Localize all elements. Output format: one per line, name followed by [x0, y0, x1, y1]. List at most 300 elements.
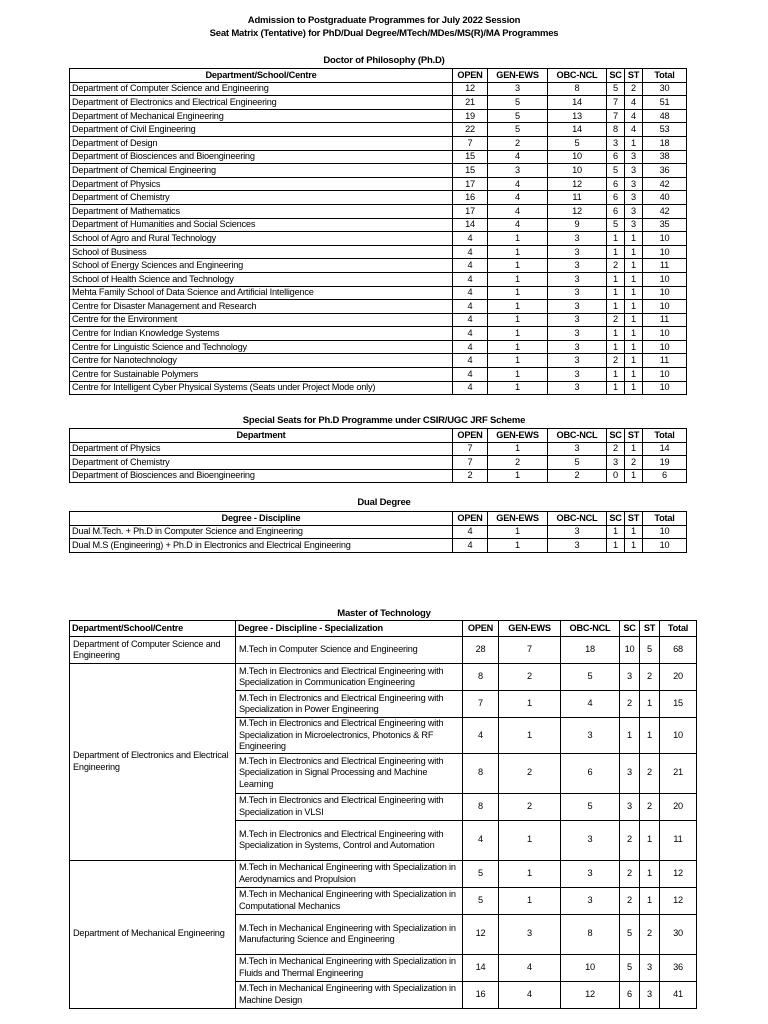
value-cell: 5: [620, 954, 640, 981]
value-cell: 5: [463, 887, 499, 914]
value-cell: 3: [561, 718, 620, 754]
value-cell: 35: [643, 218, 687, 232]
row-label-cell: School of Business: [70, 245, 453, 259]
value-cell: 3: [625, 218, 643, 232]
table-row: [70, 664, 697, 691]
value-cell: 4: [453, 313, 488, 327]
value-cell: 14: [643, 442, 687, 456]
value-cell: 8: [463, 664, 499, 691]
value-cell: 8: [463, 793, 499, 820]
value-cell: 1: [625, 232, 643, 246]
value-cell: 4: [453, 232, 488, 246]
value-cell: 6: [607, 204, 625, 218]
value-cell: 20: [660, 793, 697, 820]
value-cell: 1: [499, 820, 561, 860]
row-label-cell: Department of Biosciences and Bioengineering: [70, 150, 453, 164]
row-label-cell: Department of Electronics and Electrical Engineering: [70, 96, 453, 110]
department-cell: Department of Electronics and Electrical Engineering: [70, 664, 236, 861]
value-cell: 4: [453, 539, 488, 553]
row-label-cell: Centre for Linguistic Science and Technology: [70, 340, 453, 354]
value-cell: 2: [453, 469, 488, 483]
table-row: [70, 96, 687, 110]
column-header-degree: Degree - Discipline - Specialization: [236, 621, 463, 637]
value-cell: 2: [640, 914, 660, 954]
value-cell: 6: [643, 469, 687, 483]
value-cell: 1: [625, 381, 643, 395]
value-cell: 1: [499, 887, 561, 914]
value-cell: 3: [640, 981, 660, 1008]
table-row: [70, 637, 697, 664]
row-label-cell: Mehta Family School of Data Science and Artificial Intelligence: [70, 286, 453, 300]
value-cell: 2: [488, 136, 548, 150]
value-cell: 42: [643, 204, 687, 218]
column-header-sc: SC: [607, 512, 625, 526]
row-label-cell: Centre for Sustainable Polymers: [70, 368, 453, 382]
value-cell: 4: [453, 340, 488, 354]
value-cell: 1: [488, 272, 548, 286]
table-row: [70, 286, 687, 300]
value-cell: 4: [625, 96, 643, 110]
table-row: [70, 191, 687, 205]
value-cell: 3: [561, 820, 620, 860]
value-cell: 4: [463, 718, 499, 754]
degree-cell: M.Tech in Electronics and Electrical Engineering with Specialization in Systems, Control and Automation: [236, 820, 463, 860]
value-cell: 8: [607, 123, 625, 137]
value-cell: 5: [488, 96, 548, 110]
value-cell: 10: [548, 164, 607, 178]
table-row: [70, 177, 687, 191]
value-cell: 12: [660, 887, 697, 914]
table-row: [70, 860, 697, 887]
value-cell: 68: [660, 637, 697, 664]
value-cell: 1: [640, 691, 660, 718]
row-label-cell: Dual M.Tech. + Ph.D in Computer Science and Engineering: [70, 525, 453, 539]
value-cell: 10: [643, 381, 687, 395]
value-cell: 4: [453, 245, 488, 259]
value-cell: 13: [548, 109, 607, 123]
value-cell: 1: [640, 860, 660, 887]
value-cell: 1: [625, 313, 643, 327]
value-cell: 1: [488, 354, 548, 368]
value-cell: 10: [548, 150, 607, 164]
value-cell: 48: [643, 109, 687, 123]
value-cell: 4: [463, 820, 499, 860]
value-cell: 4: [625, 123, 643, 137]
value-cell: 5: [488, 109, 548, 123]
value-cell: 1: [488, 259, 548, 273]
value-cell: 8: [463, 753, 499, 793]
value-cell: 2: [625, 82, 643, 96]
row-label-cell: Department of Humanities and Social Sciences: [70, 218, 453, 232]
value-cell: 8: [548, 82, 607, 96]
value-cell: 2: [625, 456, 643, 470]
table-row: [70, 82, 687, 96]
column-header-open: OPEN: [453, 69, 488, 83]
value-cell: 3: [561, 887, 620, 914]
value-cell: 1: [640, 718, 660, 754]
phd-section-title: Doctor of Philosophy (Ph.D): [323, 55, 445, 66]
value-cell: 30: [660, 914, 697, 954]
table-row: [70, 300, 687, 314]
table-row: [70, 150, 687, 164]
degree-cell: M.Tech in Electronics and Electrical Engineering with Specialization in Communication Engineering: [236, 664, 463, 691]
value-cell: 7: [607, 109, 625, 123]
row-label-cell: Centre for Intelligent Cyber Physical Systems (Seats under Project Mode only): [70, 381, 453, 395]
value-cell: 6: [620, 981, 640, 1008]
column-header-st: ST: [625, 429, 643, 443]
value-cell: 1: [488, 368, 548, 382]
table-row: [70, 204, 687, 218]
value-cell: 12: [453, 82, 488, 96]
value-cell: 2: [548, 469, 607, 483]
value-cell: 40: [643, 191, 687, 205]
table-header-row: [70, 429, 687, 443]
phd-seat-table: [69, 68, 687, 395]
value-cell: 3: [548, 368, 607, 382]
value-cell: 10: [643, 368, 687, 382]
value-cell: 4: [453, 327, 488, 341]
column-header-gen-ews: GEN-EWS: [488, 429, 548, 443]
value-cell: 1: [499, 691, 561, 718]
value-cell: 3: [548, 245, 607, 259]
value-cell: 10: [660, 718, 697, 754]
value-cell: 2: [640, 753, 660, 793]
value-cell: 1: [607, 368, 625, 382]
value-cell: 2: [499, 664, 561, 691]
value-cell: 19: [453, 109, 488, 123]
column-header-degree: Degree - Discipline: [70, 512, 453, 526]
value-cell: 11: [643, 313, 687, 327]
value-cell: 1: [625, 245, 643, 259]
value-cell: 7: [499, 637, 561, 664]
mtech-section-title: Master of Technology: [337, 608, 431, 619]
value-cell: 16: [463, 981, 499, 1008]
value-cell: 7: [453, 442, 488, 456]
special-seat-table: [69, 428, 687, 483]
value-cell: 4: [488, 191, 548, 205]
value-cell: 19: [643, 456, 687, 470]
table-row: [70, 327, 687, 341]
column-header-obc-ncl: OBC-NCL: [548, 512, 607, 526]
value-cell: 1: [488, 442, 548, 456]
value-cell: 11: [548, 191, 607, 205]
column-header-total: Total: [643, 512, 687, 526]
table-header-row: [70, 621, 697, 637]
value-cell: 36: [643, 164, 687, 178]
value-cell: 1: [488, 340, 548, 354]
value-cell: 10: [620, 637, 640, 664]
value-cell: 2: [499, 753, 561, 793]
value-cell: 3: [548, 381, 607, 395]
value-cell: 3: [607, 456, 625, 470]
value-cell: 4: [453, 368, 488, 382]
value-cell: 1: [607, 539, 625, 553]
table-row: [70, 381, 687, 395]
degree-cell: M.Tech in Electronics and Electrical Engineering with Specialization in Signal Processing and Machine Learning: [236, 753, 463, 793]
value-cell: 51: [643, 96, 687, 110]
value-cell: 1: [607, 300, 625, 314]
value-cell: 2: [620, 820, 640, 860]
value-cell: 17: [453, 177, 488, 191]
row-label-cell: Centre for Nanotechnology: [70, 354, 453, 368]
value-cell: 1: [625, 327, 643, 341]
value-cell: 4: [625, 109, 643, 123]
value-cell: 4: [453, 354, 488, 368]
row-label-cell: Department of Chemistry: [70, 456, 453, 470]
value-cell: 14: [463, 954, 499, 981]
value-cell: 41: [660, 981, 697, 1008]
value-cell: 1: [625, 469, 643, 483]
row-label-cell: Department of Physics: [70, 177, 453, 191]
value-cell: 4: [453, 525, 488, 539]
value-cell: 3: [488, 164, 548, 178]
value-cell: 21: [453, 96, 488, 110]
value-cell: 3: [625, 191, 643, 205]
value-cell: 10: [643, 232, 687, 246]
value-cell: 4: [499, 954, 561, 981]
value-cell: 3: [548, 442, 607, 456]
value-cell: 1: [488, 525, 548, 539]
value-cell: 5: [548, 136, 607, 150]
value-cell: 12: [463, 914, 499, 954]
value-cell: 1: [488, 286, 548, 300]
value-cell: 0: [607, 469, 625, 483]
value-cell: 4: [499, 981, 561, 1008]
column-header-sc: SC: [620, 621, 640, 637]
row-label-cell: Centre for Indian Knowledge Systems: [70, 327, 453, 341]
column-header-department: Department/School/Centre: [70, 621, 236, 637]
column-header-open: OPEN: [453, 429, 488, 443]
value-cell: 3: [640, 954, 660, 981]
table-row: [70, 313, 687, 327]
value-cell: 1: [625, 300, 643, 314]
value-cell: 5: [620, 914, 640, 954]
value-cell: 3: [548, 525, 607, 539]
value-cell: 15: [453, 164, 488, 178]
value-cell: 1: [488, 469, 548, 483]
value-cell: 5: [561, 664, 620, 691]
value-cell: 3: [561, 860, 620, 887]
value-cell: 4: [453, 381, 488, 395]
value-cell: 5: [607, 164, 625, 178]
value-cell: 3: [488, 82, 548, 96]
value-cell: 16: [453, 191, 488, 205]
value-cell: 1: [625, 286, 643, 300]
value-cell: 1: [488, 245, 548, 259]
value-cell: 14: [548, 123, 607, 137]
value-cell: 7: [453, 136, 488, 150]
value-cell: 28: [463, 637, 499, 664]
value-cell: 4: [453, 286, 488, 300]
value-cell: 1: [625, 259, 643, 273]
row-label-cell: Centre for Disaster Management and Research: [70, 300, 453, 314]
value-cell: 21: [660, 753, 697, 793]
dual-degree-table: [69, 511, 687, 553]
value-cell: 1: [607, 340, 625, 354]
table-row: [70, 442, 687, 456]
row-label-cell: School of Health Science and Technology: [70, 272, 453, 286]
value-cell: 1: [625, 539, 643, 553]
value-cell: 4: [488, 150, 548, 164]
value-cell: 1: [607, 272, 625, 286]
department-cell: Department of Computer Science and Engineering: [70, 637, 236, 664]
value-cell: 1: [607, 327, 625, 341]
column-header-gen-ews: GEN-EWS: [488, 512, 548, 526]
value-cell: 3: [625, 204, 643, 218]
value-cell: 10: [643, 327, 687, 341]
degree-cell: M.Tech in Electronics and Electrical Engineering with Specialization in Microelectronics, Photonics & RF Engineering: [236, 718, 463, 754]
value-cell: 36: [660, 954, 697, 981]
value-cell: 10: [643, 539, 687, 553]
value-cell: 7: [463, 691, 499, 718]
value-cell: 5: [607, 218, 625, 232]
value-cell: 3: [548, 313, 607, 327]
column-header-department: Department: [70, 429, 453, 443]
degree-cell: M.Tech in Electronics and Electrical Engineering with Specialization in Power Engineering: [236, 691, 463, 718]
value-cell: 3: [548, 272, 607, 286]
column-header-sc: SC: [607, 429, 625, 443]
value-cell: 1: [488, 381, 548, 395]
value-cell: 1: [499, 718, 561, 754]
value-cell: 4: [453, 259, 488, 273]
value-cell: 1: [488, 313, 548, 327]
value-cell: 1: [607, 245, 625, 259]
value-cell: 2: [488, 456, 548, 470]
degree-cell: M.Tech in Electronics and Electrical Engineering with Specialization in VLSI: [236, 793, 463, 820]
value-cell: 3: [625, 150, 643, 164]
column-header-st: ST: [640, 621, 660, 637]
value-cell: 5: [548, 456, 607, 470]
value-cell: 1: [625, 442, 643, 456]
document-subtitle: Seat Matrix (Tentative) for PhD/Dual Degree/MTech/MDes/MS(R)/MA Programmes: [209, 28, 559, 39]
value-cell: 8: [561, 914, 620, 954]
column-header-obc-ncl: OBC-NCL: [561, 621, 620, 637]
value-cell: 12: [548, 177, 607, 191]
value-cell: 17: [453, 204, 488, 218]
table-row: [70, 539, 687, 553]
value-cell: 4: [561, 691, 620, 718]
value-cell: 2: [499, 793, 561, 820]
value-cell: 38: [643, 150, 687, 164]
value-cell: 12: [561, 981, 620, 1008]
row-label-cell: Department of Civil Engineering: [70, 123, 453, 137]
value-cell: 53: [643, 123, 687, 137]
column-header-gen-ews: GEN-EWS: [488, 69, 548, 83]
value-cell: 1: [625, 354, 643, 368]
value-cell: 1: [640, 820, 660, 860]
value-cell: 5: [561, 793, 620, 820]
degree-cell: M.Tech in Mechanical Engineering with Specialization in Fluids and Thermal Engineering: [236, 954, 463, 981]
value-cell: 3: [620, 664, 640, 691]
value-cell: 30: [643, 82, 687, 96]
row-label-cell: Department of Chemical Engineering: [70, 164, 453, 178]
table-header-row: [70, 512, 687, 526]
dual-section-title: Dual Degree: [357, 497, 411, 508]
value-cell: 3: [548, 354, 607, 368]
value-cell: 4: [453, 300, 488, 314]
value-cell: 5: [607, 82, 625, 96]
value-cell: 1: [625, 136, 643, 150]
value-cell: 10: [561, 954, 620, 981]
table-row: [70, 136, 687, 150]
row-label-cell: School of Energy Sciences and Engineering: [70, 259, 453, 273]
degree-cell: M.Tech in Mechanical Engineering with Specialization in Computational Mechanics: [236, 887, 463, 914]
table-row: [70, 232, 687, 246]
column-header-st: ST: [625, 69, 643, 83]
value-cell: 6: [607, 191, 625, 205]
value-cell: 6: [561, 753, 620, 793]
value-cell: 3: [548, 539, 607, 553]
value-cell: 18: [561, 637, 620, 664]
table-row: [70, 218, 687, 232]
value-cell: 3: [607, 136, 625, 150]
row-label-cell: Department of Mechanical Engineering: [70, 109, 453, 123]
value-cell: 2: [607, 354, 625, 368]
value-cell: 2: [607, 313, 625, 327]
value-cell: 4: [453, 272, 488, 286]
value-cell: 10: [643, 245, 687, 259]
value-cell: 2: [607, 442, 625, 456]
value-cell: 3: [620, 753, 640, 793]
value-cell: 1: [607, 381, 625, 395]
value-cell: 10: [643, 272, 687, 286]
value-cell: 3: [548, 340, 607, 354]
table-row: [70, 368, 687, 382]
row-label-cell: Department of Mathematics: [70, 204, 453, 218]
value-cell: 1: [625, 368, 643, 382]
value-cell: 10: [643, 340, 687, 354]
row-label-cell: Department of Physics: [70, 442, 453, 456]
degree-cell: M.Tech in Computer Science and Engineering: [236, 637, 463, 664]
value-cell: 1: [488, 232, 548, 246]
value-cell: 1: [640, 887, 660, 914]
value-cell: 1: [607, 286, 625, 300]
row-label-cell: Centre for the Environment: [70, 313, 453, 327]
special-section-title: Special Seats for Ph.D Programme under CSIR/UGC JRF Scheme: [242, 415, 526, 426]
value-cell: 12: [660, 860, 697, 887]
table-row: [70, 469, 687, 483]
mtech-seat-table: [69, 620, 697, 1009]
value-cell: 1: [625, 272, 643, 286]
value-cell: 42: [643, 177, 687, 191]
table-row: [70, 164, 687, 178]
value-cell: 12: [548, 204, 607, 218]
degree-cell: M.Tech in Mechanical Engineering with Specialization in Aerodynamics and Propulsion: [236, 860, 463, 887]
value-cell: 4: [488, 177, 548, 191]
value-cell: 15: [453, 150, 488, 164]
value-cell: 7: [607, 96, 625, 110]
value-cell: 1: [620, 718, 640, 754]
value-cell: 1: [488, 327, 548, 341]
column-header-obc-ncl: OBC-NCL: [548, 429, 607, 443]
value-cell: 1: [488, 539, 548, 553]
table-row: [70, 259, 687, 273]
column-header-sc: SC: [607, 69, 625, 83]
table-row: [70, 123, 687, 137]
value-cell: 14: [548, 96, 607, 110]
value-cell: 3: [625, 177, 643, 191]
value-cell: 20: [660, 664, 697, 691]
value-cell: 1: [607, 525, 625, 539]
table-row: [70, 525, 687, 539]
value-cell: 2: [640, 793, 660, 820]
value-cell: 3: [548, 300, 607, 314]
value-cell: 11: [660, 820, 697, 860]
value-cell: 5: [640, 637, 660, 664]
value-cell: 7: [453, 456, 488, 470]
column-header-obc-ncl: OBC-NCL: [548, 69, 607, 83]
column-header-department: Department/School/Centre: [70, 69, 453, 83]
